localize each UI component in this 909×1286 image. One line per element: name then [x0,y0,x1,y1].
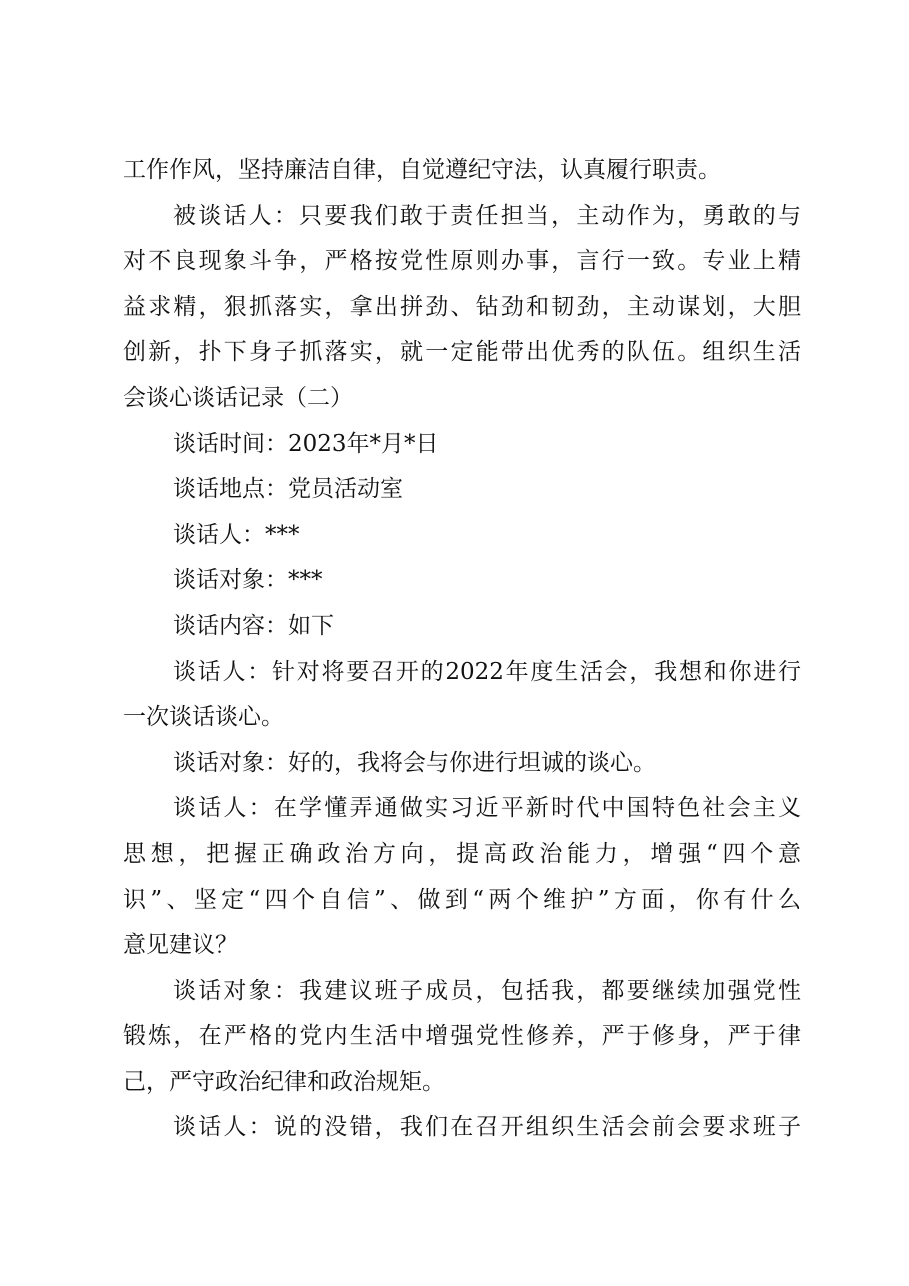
text-line: 锻炼，在严格的党内生活中增强党性修养，严于修身，严于律 [123,1023,801,1050]
text-line: 创新，扑下身子抓落实，就一定能带出优秀的队伍。组织生活 [123,339,801,366]
text-line: 会谈心谈话记录（二） [123,384,353,411]
text-line: 对不良现象斗争，严格按党性原则办事，言行一致。专业上精 [123,248,801,275]
text-line: 被谈话人：只要我们敢于责任担当，主动作为，勇敢的与 [173,202,801,229]
text-line: 谈话对象：我建议班子成员，包括我，都要继续加强党性 [173,977,801,1004]
text-line: 己，严守政治纪律和政治规矩。 [123,1068,445,1095]
text-line: 益求精，狠抓落实，拿出拼劲、钻劲和韧劲，主动谋划，大胆 [123,293,801,320]
text-line: 工作作风，坚持廉洁自律，自觉遵纪守法，认真履行职责。 [123,157,721,183]
text-line: 谈话对象：好的，我将会与你进行坦诚的谈心。 [173,749,656,776]
text-line: 意见建议？ [123,932,238,959]
text-line: 一次谈话谈心。 [123,704,284,731]
text-line: 识”、坚定“四个自信”、做到“两个维护”方面，你有什么 [123,886,801,913]
text-line: 谈话时间：2023年*月*日 [173,430,439,457]
text-line: 谈话对象：*** [173,567,323,594]
text-line: 谈话人：针对将要召开的2022年度生活会，我想和你进行 [173,658,801,685]
text-line: 谈话内容：如下 [173,612,334,639]
text-line: 谈话人：*** [173,521,300,548]
document-body [123,148,801,1151]
text-line: 谈话地点：党员活动室 [173,476,403,503]
text-line: 谈话人：说的没错，我们在召开组织生活会前会要求班子 [173,1114,801,1141]
text-line: 谈话人：在学懂弄通做实习近平新时代中国特色社会主义 [173,795,801,822]
text-line: 思想，把握正确政治方向，提高政治能力，增强“四个意 [123,840,801,867]
